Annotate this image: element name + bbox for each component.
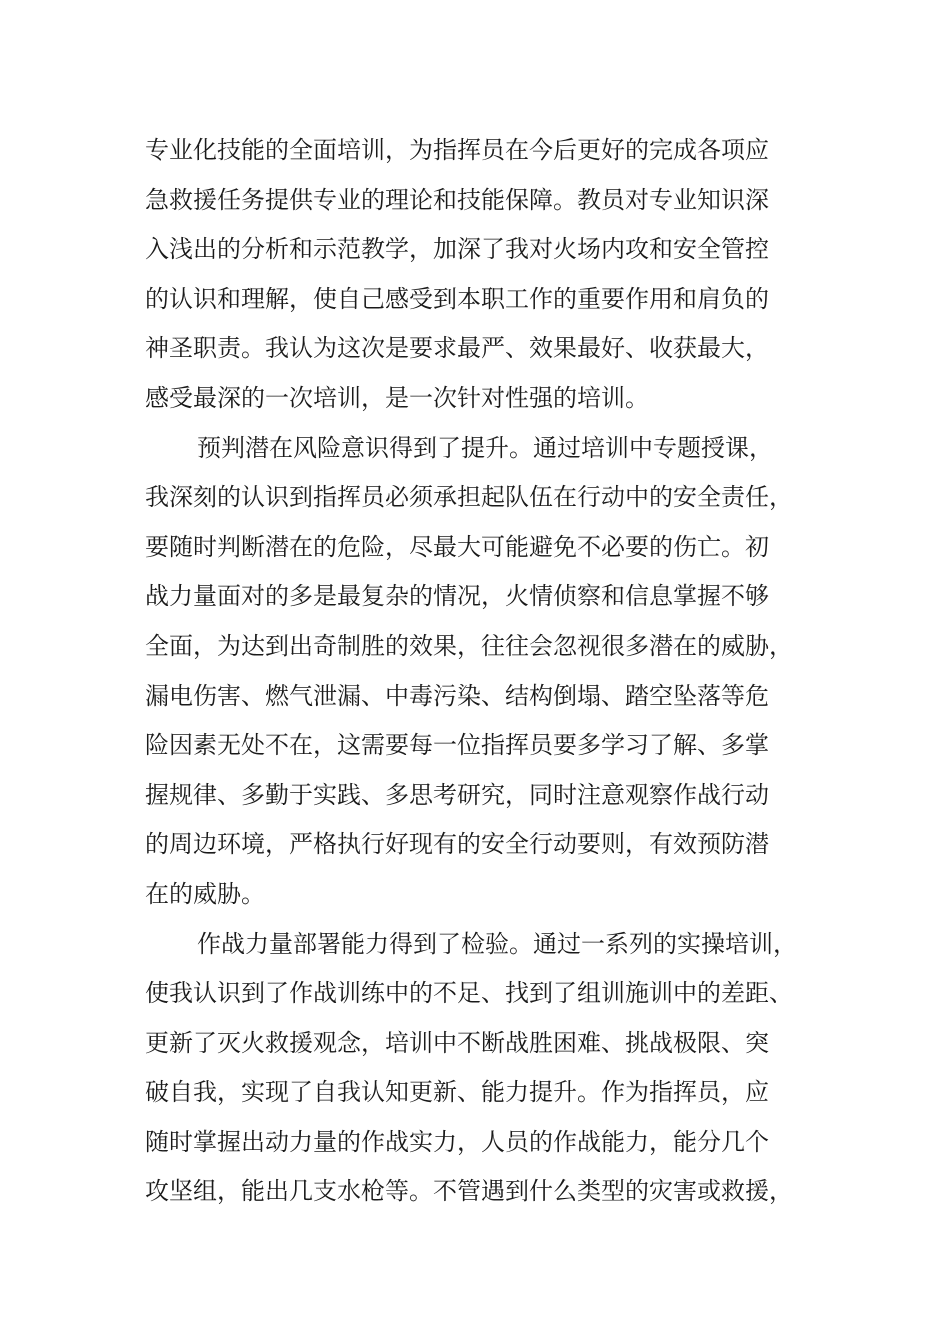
text-line: 漏电伤害、燃气泄漏、中毒污染、结构倒塌、踏空坠落等危 xyxy=(145,681,769,710)
text-line: 专业化技能的全面培训，为指挥员在今后更好的完成各项应 xyxy=(145,136,769,164)
paragraph-3 xyxy=(145,920,810,1218)
text-line: 攻坚组，能出几支水枪等。不管遇到什么类型的灾害或救援， xyxy=(145,1177,793,1206)
text-line: 全面，为达到出奇制胜的效果，往往会忽视很多潜在的威胁， xyxy=(145,631,793,660)
paragraph-1 xyxy=(145,126,810,424)
text-line: 神圣职责。我认为这次是要求最严、效果最好、收获最大， xyxy=(145,334,769,363)
text-line: 在的威胁。 xyxy=(145,879,265,908)
document-body xyxy=(145,126,810,1217)
text-line: 急救援任务提供专业的理论和技能保障。教员对专业知识深 xyxy=(145,185,769,214)
text-line: 入浅出的分析和示范教学，加深了我对火场内攻和安全管控 xyxy=(145,235,769,264)
text-line: 预判潜在风险意识得到了提升。通过培训中专题授课， xyxy=(197,433,773,462)
text-line: 要随时判断潜在的危险，尽最大可能避免不必要的伤亡。初 xyxy=(145,532,769,561)
text-line: 使我认识到了作战训练中的不足、找到了组训施训中的差距、 xyxy=(145,979,793,1008)
text-line: 破自我，实现了自我认知更新、能力提升。作为指挥员，应 xyxy=(145,1078,769,1107)
text-line: 握规律、多勤于实践、多思考研究，同时注意观察作战行动 xyxy=(145,780,769,809)
text-line: 战力量面对的多是最复杂的情况，火情侦察和信息掌握不够 xyxy=(145,582,769,611)
text-line: 的周边环境，严格执行好现有的安全行动要则，有效预防潜 xyxy=(145,830,769,859)
text-line: 的认识和理解，使自己感受到本职工作的重要作用和肩负的 xyxy=(145,284,769,313)
text-line: 作战力量部署能力得到了检验。通过一系列的实操培训， xyxy=(197,929,797,958)
text-line: 险因素无处不在，这需要每一位指挥员要多学习了解、多掌 xyxy=(145,731,769,760)
paragraph-2 xyxy=(145,424,810,920)
text-line: 随时掌握出动力量的作战实力，人员的作战能力，能分几个 xyxy=(145,1127,769,1156)
text-line: 感受最深的一次培训，是一次针对性强的培训。 xyxy=(145,383,649,412)
text-line: 更新了灭火救援观念，培训中不断战胜困难、挑战极限、突 xyxy=(145,1028,769,1057)
text-line: 我深刻的认识到指挥员必须承担起队伍在行动中的安全责任， xyxy=(145,483,793,512)
